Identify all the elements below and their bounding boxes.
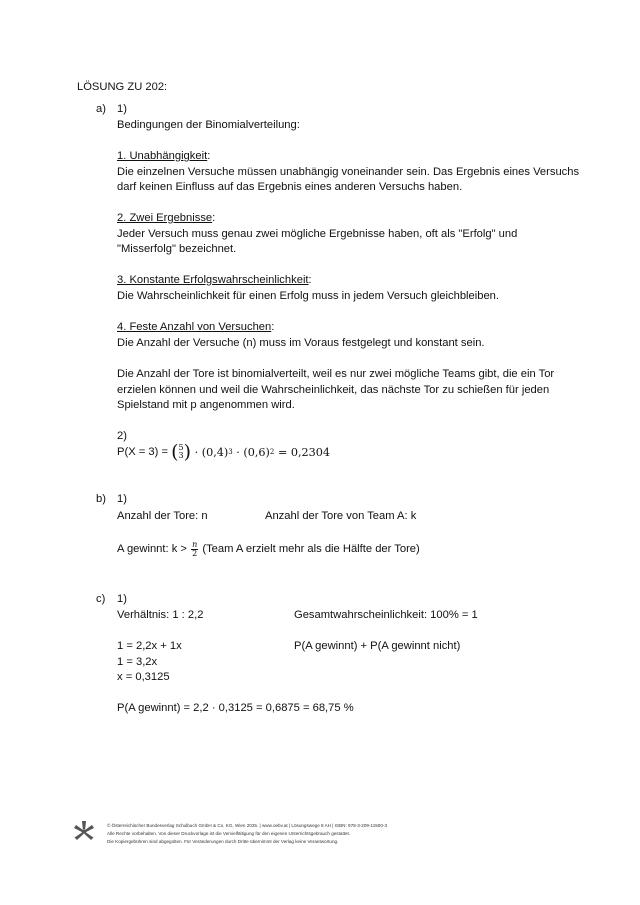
condition-4-line: Die Anzahl der Versuche (n) muss im Voraus festgelegt und konstant sein.: [117, 337, 485, 349]
footer-disclaimer: Die Kopiergebühren sind abgegolten. Für Veränderungen durch Dritte übernimmt der Verlag keine Verantwortung.: [107, 839, 339, 844]
condition-1-line: darf keinen Einfluss auf das Ergebnis eines anderen Versuchs haben.: [117, 181, 463, 193]
fraction-denominator: 2: [192, 548, 198, 558]
goals-team-a-k: Anzahl der Tore von Team A: k: [265, 510, 417, 522]
binom-bottom: 3: [178, 451, 184, 460]
condition-1-line: Die einzelnen Versuche müssen unabhängig voneinander sein. Das Ergebnis eines Versuchs: [117, 166, 580, 178]
part-c-sub1-label: 1): [117, 593, 127, 605]
conclusion-line: Die Anzahl der Tore ist binomialverteilt, weil es nur zwei mögliche Teams gibt, die ein Tor: [117, 368, 555, 380]
publisher-logo-icon: [73, 820, 95, 842]
condition-2-heading: 2. Zwei Ergebnisse:: [117, 212, 216, 224]
team-a-win-condition: [117, 537, 420, 561]
conclusion-line: Spielstand mit p angenommen wird.: [117, 399, 295, 411]
fraction-numerator: n: [192, 539, 198, 549]
formula-base-1: (0,4): [201, 445, 229, 459]
page-title: LÖSUNG ZU 202:: [77, 81, 168, 93]
formula-rhs: = 0,2304: [274, 445, 331, 459]
win-note: (Team A erzielt mehr als die Hälfte der Tore): [199, 542, 420, 555]
condition-2-line: Jeder Versuch muss genau zwei mögliche Ergebnisse haben, oft als "Erfolg" und: [117, 228, 518, 240]
equation-3: x = 0,3125: [117, 671, 170, 683]
win-prefix: A gewinnt: k >: [117, 542, 191, 555]
part-a-sub2-label: 2): [117, 430, 127, 442]
ratio-text: Verhältnis: 1 : 2,2: [117, 609, 204, 621]
final-result: P(A gewinnt) = 2,2 · 0,3125 = 0,6875 = 68,75 %: [117, 702, 354, 714]
footer-rights: Alle Rechte vorbehalten. Von dieser Druckvorlage ist die Vervielfältigung für den eigenen Unterrichtsgebrauch gestattet.: [107, 831, 351, 836]
formula-dot: ·: [191, 445, 202, 459]
binom-top: 5: [178, 443, 184, 452]
condition-1-heading: 1. Unabhängigkeit:: [117, 150, 211, 162]
formula-base-2: (0,6): [243, 445, 270, 459]
conclusion-line: erzielen können und weil die Wahrscheinlichkeit, das nächste Tor zu schießen für jeden: [117, 384, 550, 396]
binomial-coefficient: ( 5 3 ): [171, 440, 192, 463]
part-a-sub1-label: 1): [117, 103, 127, 115]
part-a-label: a): [96, 103, 106, 115]
total-probability-text: Gesamtwahrscheinlichkeit: 100% = 1: [294, 609, 478, 621]
condition-2-line: "Misserfolg" bezeichnet.: [117, 243, 237, 255]
binomial-conditions-intro: Bedingungen der Binomialverteilung:: [117, 119, 300, 131]
part-c-label: c): [96, 593, 106, 605]
part-b-sub1-label: 1): [117, 493, 127, 505]
probability-sum-text: P(A gewinnt) + P(A gewinnt nicht): [294, 640, 461, 652]
formula-lhs: P(X = 3) =: [117, 445, 172, 458]
goals-total-n: Anzahl der Tore: n: [117, 510, 208, 522]
condition-3-heading: 3. Konstante Erfolgswahrscheinlichkeit:: [117, 274, 312, 286]
formula-dot: ·: [232, 445, 244, 459]
n-half-fraction: [191, 541, 198, 558]
part-b-label: b): [96, 493, 106, 505]
footer-copyright: © Österreichischer Bundesverlag Schulbuch GmbH & Co. KG, Wien 2025. | www.oebv.at | Lösungswege 8 AH | ISBN: 978-3-209-11500-3: [107, 823, 388, 828]
condition-3-line: Die Wahrscheinlichkeit für einen Erfolg muss in jedem Versuch gleichbleiben.: [117, 290, 500, 302]
condition-4-heading: 4. Feste Anzahl von Versuchen:: [117, 321, 275, 333]
binomial-probability-formula: P(X = 3) = ( 5 3 ) · (0,4) 3 · (0,6) 2 = 0,2304: [117, 440, 331, 463]
equation-2: 1 = 3,2x: [117, 656, 158, 668]
equation-1: 1 = 2,2x + 1x: [117, 640, 182, 652]
